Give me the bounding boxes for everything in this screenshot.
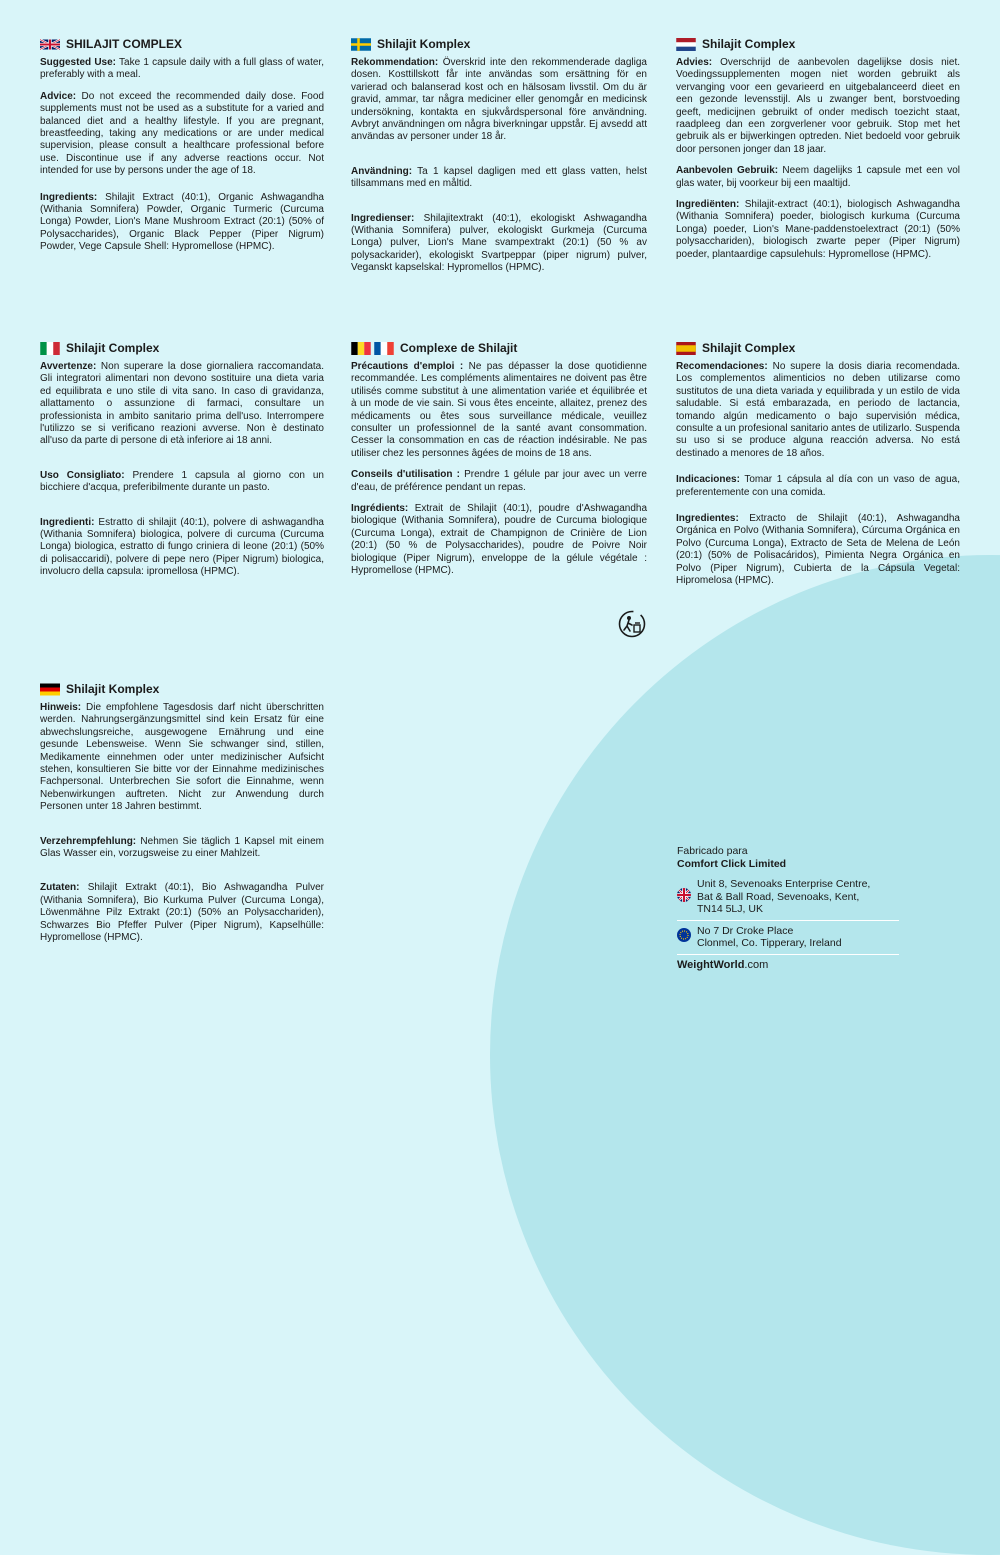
section-english-title: SHILAJIT COMPLEX: [66, 37, 183, 51]
uk-address-line-1: Unit 8, Sevenoaks Enterprise Centre,: [697, 878, 871, 890]
spanish-recommendations: Recomendaciones: No supere la dosis diaria recomendada. Los complementos alimenticios no deben utilizarse como sustitutos de una dieta variada y equilibrada y un estilo de vida saludable. Si está embarazada, en periodo de lactancia, tomando algún medicamento o bajo supervisión médica, consulte a un profesional sanitario antes de utilizarlo. Suspenda su uso si se produce alguna reacción adversa. No está destinado a menores de 18 años.: [676, 361, 960, 459]
french-use: Conseils d'utilisation : Prendre 1 gélule par jour avec un verre d'eau, de préférence pendant un repas.: [351, 469, 647, 493]
germany-flag-icon: [40, 683, 60, 696]
france-flag-icon: [374, 342, 394, 355]
company-name: Comfort Click Limited: [677, 857, 787, 870]
section-swedish-title: Shilajit Komplex: [377, 37, 471, 51]
spanish-use: Indicaciones: Tomar 1 cápsula al día con un vaso de agua, preferentemente con una comida.: [676, 474, 960, 498]
ireland-address: [677, 921, 899, 955]
uk-flag-icon: [40, 38, 60, 51]
brand-website: WeightWorld.com: [677, 958, 769, 971]
swedish-use: Användning: Ta 1 kapsel dagligen med ett glass vatten, helst tillsammans med en måltid.: [351, 165, 647, 190]
section-dutch-title: Shilajit Complex: [702, 37, 796, 51]
made-for-label: Fabricado para: [677, 845, 748, 857]
section-swedish: [351, 37, 647, 275]
section-dutch-heading: [676, 37, 960, 51]
section-italian: [40, 341, 324, 579]
uk-address: [677, 874, 899, 921]
italian-ingredients: Ingredienti: Estratto di shilajit (40:1), polvere di ashwagandha (Withania Somnifera) biologica, polvere di curcuma (Curcuma Longa) biologica, estratto di fungo criniera di leone (20:1) (50% di polisaccaridi), polvere di pepe nero (Piper Nigrum) biologica, involucro della capsula: ipromellosa (HPMC).: [40, 516, 324, 578]
swedish-ingredients: Ingredienser: Shilajitextrakt (40:1), ekologiskt Ashwagandha (Withania Somnifera) pulver, ekologiskt Gurkmeja (Curcuma Longa) pulver, Lion's Mane svampextrakt (20:1) (50 % av polysackarider), ekologiskt Svartpeppar (piper nigrum) pulver, Veganskt kapselskal: Hypromellos (HPMC).: [351, 212, 647, 274]
section-german-title: Shilajit Komplex: [66, 682, 160, 696]
ireland-address-line-1: No 7 Dr Croke Place: [697, 924, 794, 937]
italian-warnings: Avvertenze: Non superare la dose giornaliera raccomandata. Gli integratori alimentari non devono sostituire una dieta varia ed equilibrata e uno stile di vita sano. In caso di gravidanza, allattamento o assunzione di farmaci, consultare un professionista in ambito sanitario prima dell'uso. Interrompere l'utilizzo se si verificano reazioni avverse. Non è destinato all'uso da parte di persone di età inferiore ai 18 anni.: [40, 361, 324, 447]
dutch-advice: Advies: Overschrijd de aanbevolen dagelijkse dosis niet. Voedingssupplementen mogen niet worden gebruikt als vervanging voor een gevarieerd en uitgebalanceerd dieet en een gezonde levensstijl. Als u zwanger bent, borstvoeding geeft, medicijnen gebruikt of onder medisch toezicht staat, raadpleeg dan een zorgverlener voor gebruik. Stop met het gebruik als er bijwerkingen optreden. Niet bedoeld voor gebruik door personen jonger dan 18 jaar.: [676, 57, 960, 155]
german-hint: Hinweis: Die empfohlene Tagesdosis darf nicht überschritten werden. Nahrungsergänzungsmittel sind kein Ersatz für eine abwechslungsreiche, ausgewogene Ernährung und eine gesunde Lebensweise. Wenn Sie schwanger sind, stillen, Medikamente einnehmen oder unter medizinischer Aufsicht stehen, konsultieren Sie bitte vor der Einnahme medizinisches Fachpersonal. Unterbrechen Sie sofort die Einnahme, wenn Nebenwirkungen auftreten. Nicht zur Anwendung durch Personen unter 18 Jahren bestimmt.: [40, 702, 324, 813]
section-french-title: Complexe de Shilajit: [400, 341, 518, 355]
german-use: Verzehrempfehlung: Nehmen Sie täglich 1 Kapsel mit einem Glas Wasser ein, vorzugsweise zu einer Mahlzeit.: [40, 835, 324, 860]
spanish-ingredients: Ingredientes: Extracto de Shilajit (40:1), Ashwagandha Orgánica en Polvo (Withania Somnifera), Cúrcuma Orgánica en Polvo (Curcuma Longa), Extracto de Seta de Melena de León (20:1) (50% de Polisacáridos), Pimienta Negra Orgánica en Polvo (Piper Nigrum), Cubierta de la Cápsula Vegetal: Hipromelosa (HPMC).: [676, 513, 960, 587]
french-ingredients: Ingrédients: Extrait de Shilajit (40:1), poudre d'Ashwagandha biologique (Withania Somnifera), poudre de Curcuma biologique (Curcuma Longa), extrait de Champignon de Crinière de Lion (20:1) (50 % de Polysaccharides), poudre de Poivre Noir biologique (Piper Nigrum), enveloppe de la gélule végétale : Hypromellose (HPMC).: [351, 503, 647, 577]
section-german-heading: [40, 682, 324, 696]
german-ingredients: Zutaten: Shilajit Extrakt (40:1), Bio Ashwagandha Pulver (Withania Somnifera), Bio Kurkuma Pulver (Curcuma Longa), Löwenmähne Pilz Extrakt (20:1) (50% an Polysacchariden), Schwarzes Bio Pfeffer Pulver (Piper Nigrum), Kapselhülle: Hypromellose (HPMC).: [40, 882, 324, 944]
italian-use: Uso Consigliato: Prendere 1 capsula al giorno con un bicchiere d'acqua, preferibilmente durante un pasto.: [40, 469, 324, 494]
dutch-use: Aanbevolen Gebruik: Neem dagelijks 1 capsule met een vol glas water, bij voorkeur bij een maaltijd.: [676, 165, 961, 189]
eu-flag-icon: [677, 928, 691, 946]
background-circle: [490, 555, 1000, 1555]
section-dutch: [676, 37, 960, 261]
section-italian-heading: [40, 341, 324, 355]
dutch-ingredients: Ingrediënten: Shilajit-extract (40:1), biologisch Ashwagandha (Withania Somnifera) poeder, biologisch kurkuma (Curcuma Longa) poeder, Lion's Mane-paddenstoelextract (20:1) (50% polysacchariden), biologisch zwarte peper (Piper Nigrum) poeder, plantaardige capsulehuls: Hypromellose (HPMC).: [676, 199, 960, 260]
english-ingredients: Ingredients: Shilajit Extract (40:1), Organic Ashwagandha (Withania Somnifera) Powder, Organic Turmeric (Curcuma Longa) Powder, Lion's Mane Mushroom Extract (20:1) (50% of Polysaccharides), Organic Black Pepper (Piper Nigrum) Powder, Vege Capsule Shell: Hypromellose (HPMC).: [40, 191, 324, 253]
uk-address-line-2: Bat & Ball Road, Sevenoaks, Kent,: [697, 890, 860, 903]
swedish-recommendation: Rekommendation: Överskrid inte den rekommenderade dagliga dosen. Kosttillskott får inte användas som ersättning för en varierad och balanserad kost och en hälsosam livsstil. Om du är gravid, ammar, tar några mediciner eller genomgår en medicinsk undersökning, kontakta en sjukvårdspersonal före användning. Avbryt användningen om några biverkningar uppstår. Ej avsedd att användas av personer under 18 år.: [351, 57, 647, 143]
section-german: [40, 682, 324, 945]
uk-flag-icon: [677, 888, 691, 906]
belgium-flag-icon: [351, 342, 371, 355]
english-advice: Advice: Do not exceed the recommended daily dose. Food supplements must not be used as a substitute for a varied and balanced diet and a healthy lifestyle. If you are pregnant, breastfeeding, taking any medications or are under medical supervision, please consult a healthcare professional before use. Discontinue use if any adverse reactions occur. Not intended for use by persons under the age of 18.: [40, 90, 324, 177]
manufacturer-block: [677, 845, 899, 971]
netherlands-flag-icon: [676, 38, 696, 51]
section-spanish-heading: [676, 341, 960, 355]
section-spanish: [676, 341, 960, 588]
sweden-flag-icon: [351, 38, 371, 51]
english-suggested-use: Suggested Use: Take 1 capsule daily with a full glass of water, preferably with a meal.: [40, 57, 324, 81]
uk-address-line-3: TN14 5LJ, UK: [697, 903, 763, 915]
spain-flag-icon: [676, 342, 696, 355]
tidyman-recycle-icon: [618, 610, 646, 638]
french-precautions: Précautions d'emploi : Ne pas dépasser la dose quotidienne recommandée. Les compléments alimentaires ne doivent pas être utilisés comme substitut à une alimentation variée et équilibrée et à un mode de vie sain. Si vous êtes enceinte, allaitez, prenez des médicaments ou êtes sous surveillance médicale, veuillez consulter un professionnel de la santé avant consommation. Cesser la consommation en cas de réaction indésirable. Ne pas utiliser chez les personnes âgées de moins de 18 ans.: [351, 361, 647, 459]
section-english-heading: [40, 37, 324, 51]
italy-flag-icon: [40, 342, 60, 355]
ireland-address-line-2: Clonmel, Co. Tipperary, Ireland: [697, 937, 842, 949]
section-english: [40, 37, 324, 254]
section-italian-title: Shilajit Complex: [66, 341, 160, 355]
section-french: [351, 341, 647, 578]
section-french-heading: [351, 341, 647, 355]
section-swedish-heading: [351, 37, 647, 51]
section-spanish-title: Shilajit Complex: [702, 341, 796, 355]
